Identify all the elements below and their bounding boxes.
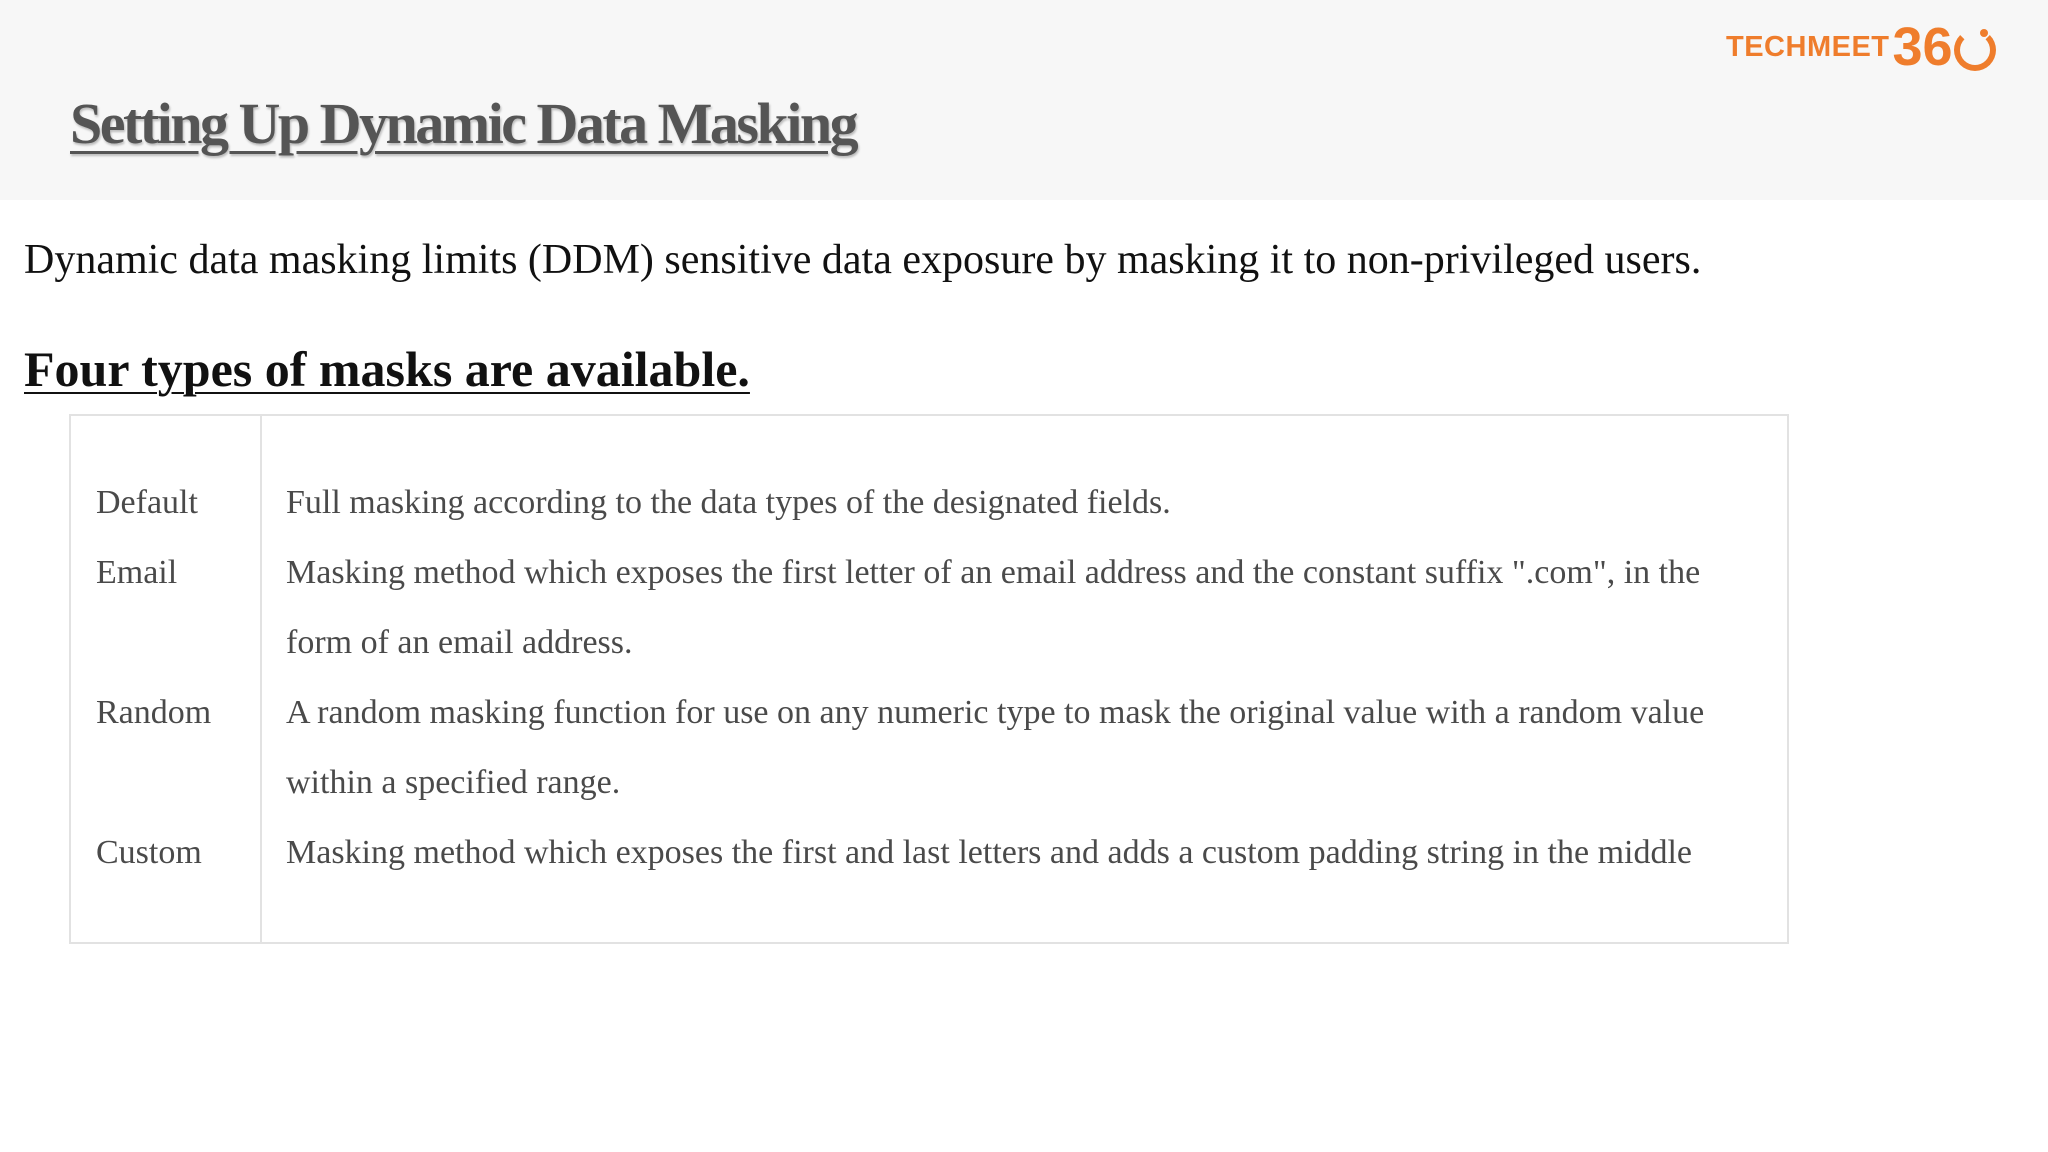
techmeet360-logo bbox=[1726, 17, 1996, 77]
mask-description: Full masking according to the data types of the designated fields. bbox=[286, 484, 1171, 521]
slide-title: Setting Up Dynamic Data Masking bbox=[70, 91, 857, 156]
mask-type-label: Default bbox=[96, 484, 198, 521]
mask-description: Masking method which exposes the first and last letters and adds a custom padding string in the middle bbox=[286, 834, 1693, 871]
intro-text: Dynamic data masking limits (DDM) sensitive data exposure by masking it to non-privileged users. bbox=[24, 237, 1702, 283]
logo-number-digits: 36 bbox=[1892, 17, 1953, 77]
column-divider bbox=[260, 416, 262, 942]
mask-type-label: Custom bbox=[96, 834, 202, 871]
logo-number bbox=[1892, 17, 1996, 77]
logo-ring-icon bbox=[1954, 29, 1996, 71]
mask-types-table bbox=[69, 414, 1789, 944]
logo-text: TECHMEET bbox=[1726, 31, 1890, 63]
mask-type-label: Email bbox=[96, 554, 178, 591]
mask-description: Masking method which exposes the first letter of an email address and the constant suffix ".com", in the form of an email address. bbox=[286, 554, 1701, 661]
masks-subheading: Four types of masks are available. bbox=[24, 341, 750, 397]
mask-description: A random masking function for use on any numeric type to mask the original value with a random value within a specified range. bbox=[286, 694, 1705, 801]
mask-type-label: Random bbox=[96, 694, 212, 731]
